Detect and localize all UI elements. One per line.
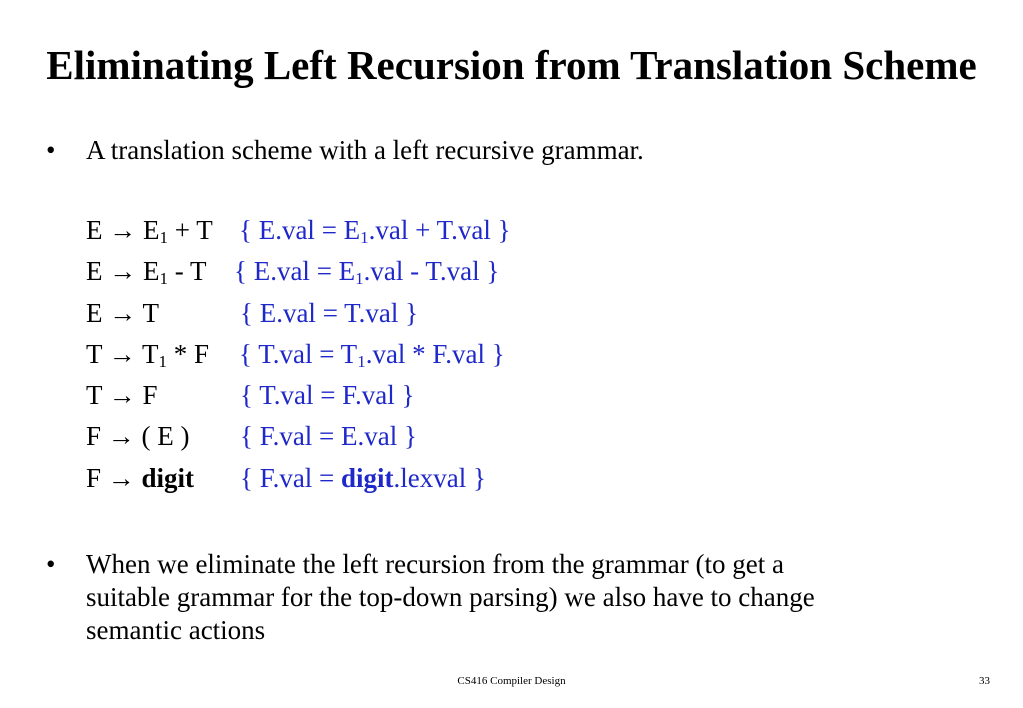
production: $E \to E_1 - T$ [86,256,207,289]
semantic-action: { $E.val = E_1.val + T.val$ } [239,215,511,247]
bullet-dot: • [46,549,56,579]
production: T → F [86,380,158,411]
grammar-rule [86,254,786,295]
production: F → ( E ) [86,421,190,452]
slide-title: Eliminating Left Recursion from Translation Scheme [46,42,977,88]
grammar-rule [86,213,786,254]
bullet-text: A translation scheme with a left recursive grammar. [86,135,644,165]
bullet-item-2 [46,548,946,648]
grammar-rule [86,419,786,460]
semantic-action: { F.val = E.val } [240,421,417,452]
bullet-item-1 [46,134,946,168]
grammar-rule [86,461,786,502]
production: F → digit [86,462,195,493]
production: $E \to E_1 + T$ [86,215,213,247]
bullet-text-line-3: semantic actions [86,615,266,645]
production: $T \to T_1 * F$ [86,338,210,371]
semantic-action: { T.val = F.val } [240,380,415,411]
semantic-action: { $T.val = T_1.val * F.val$ } [239,338,505,371]
semantic-action: { E.val = T.val } [240,297,419,328]
grammar-rule [86,378,786,419]
production: E → T [86,297,160,328]
grammar-block [86,213,786,502]
bullet-text-line-2: suitable grammar for the top-down parsing) we also have to change [86,582,815,612]
grammar-rule [86,337,786,378]
footer-course: CS416 Compiler Design [457,675,566,687]
semantic-action: { F.val = digit.lexval } [240,462,486,493]
grammar-rule [86,296,786,337]
footer-page-number: 33 [979,675,990,687]
bullet-dot: • [46,135,56,165]
semantic-action: { $E.val = E_1.val - T.val$ } [234,256,500,289]
bullet-text-line-1: When we eliminate the left recursion from the grammar (to get a [86,549,784,579]
